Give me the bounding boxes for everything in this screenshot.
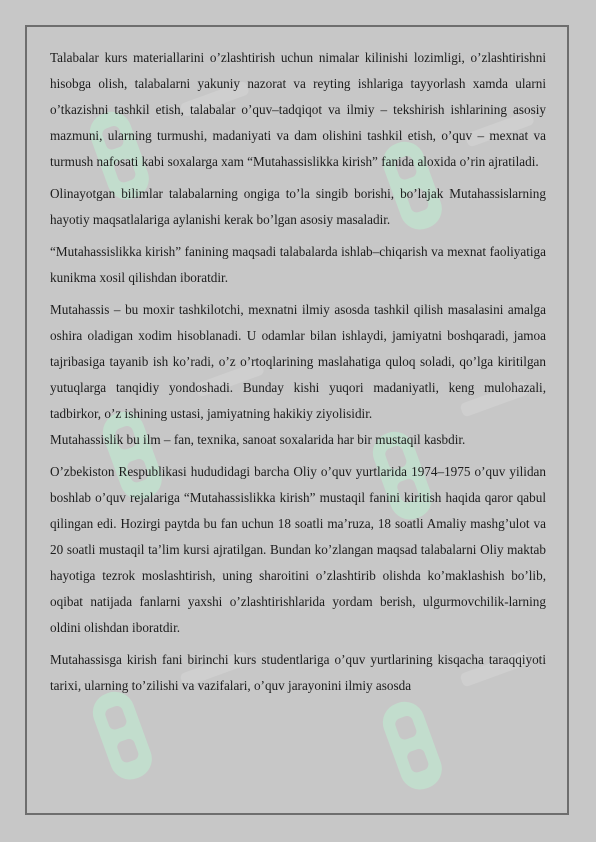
paragraph-1: Talabalar kurs materiallarini o’zlashtirish uchun nimalar kilinishi lozimligi, o’zlashtirishni hisobga olish, talabalarni yakuniy nazorat va reyting ishlariga tayyorlash xamda ularni o’tkazishni tashkil etish, talabalar o’quv–tadqiqot va ilmiy – tekshirish ishlarining asosiy mazmuni, ularning turmushi, madaniyati va dam olishini tashkil etish, o’quv – mexnat va turmush nafosati kabi soxalarga xam “Mutahassislikka kirish” fanida aloxida o’rin ajratiladi.	[50, 50, 546, 169]
paragraph-6: O’zbekiston Respublikasi hududidagi barcha Oliy o’quv yurtlarida 1974–1975 o’quv yilidan boshlab o’quv rejalariga “Mutahassislikka kirish” mustaqil fanini kiritish haqida qaror qabul qilingan edi. Hozirgi paytda bu fan uchun 18 soatli ma’ruza, 18 soatli Amaliy mashg’ulot va 20 soatli mustaqil ta’lim kursi ajratilgan. Bundan ko’zlangan maqsad talabalarni Oliy maktab hayotiga tezrok moslashtirish, uning sharoitini o’zlashtirib olishda ko’maklashish bo’lib, oqibat natijada fanlarni yaxshi o’zlashtirishlarida yordam berish, ulgurmovchilik-larning oldini olishdan iboratdir.	[50, 464, 546, 635]
paragraph-2: Olinayotgan bilimlar talabalarning ongiga to’la singib borishi, bo’lajak Mutahassislarning hayotiy maqsatlalariga aylanishi kerak bo’lgan asosiy masaladir.	[50, 186, 546, 227]
paragraph-3: “Mutahassislikka kirish” fanining maqsadi talabalarda ishlab–chiqarish va mexnat faoliyatiga kunikma xosil qilishdan iboratdir.	[50, 244, 546, 285]
document-body	[50, 45, 546, 705]
paragraph-4: Mutahassis – bu moxir tashkilotchi, mexnatni ilmiy asosda tashkil qilish masalasini amalga oshira oladigan xodim hisoblanadi. U odamlar bilan ishlaydi, jamiyatni boshqaradi, jamoa tajribasiga tayanib ish ko’radi, o’z o’rtoqlarining maslahatiga quloq soladi, qo’lga kiritilgan yutuqlarga tanqidiy yondoshadi. Bunday kishi yuqori madaniyatli, keng mulohazali, tadbirkor, o’z ishining ustasi, jamiyatning hakikiy ziyolisidir.	[50, 302, 546, 421]
watermark-logo-icon	[365, 690, 465, 810]
paragraph-7: Mutahassisga kirish fani birinchi kurs studentlariga o’quv yurtlarining kisqacha taraqqiyoti tarixi, ularning to’zilishi va vazifalari, o’quv jarayonini ilmiy asosda	[50, 652, 546, 693]
paragraph-5: Mutahassislik bu ilm – fan, texnika, sanoat soxalarida har bir mustaqil kasbdir.	[50, 432, 466, 447]
